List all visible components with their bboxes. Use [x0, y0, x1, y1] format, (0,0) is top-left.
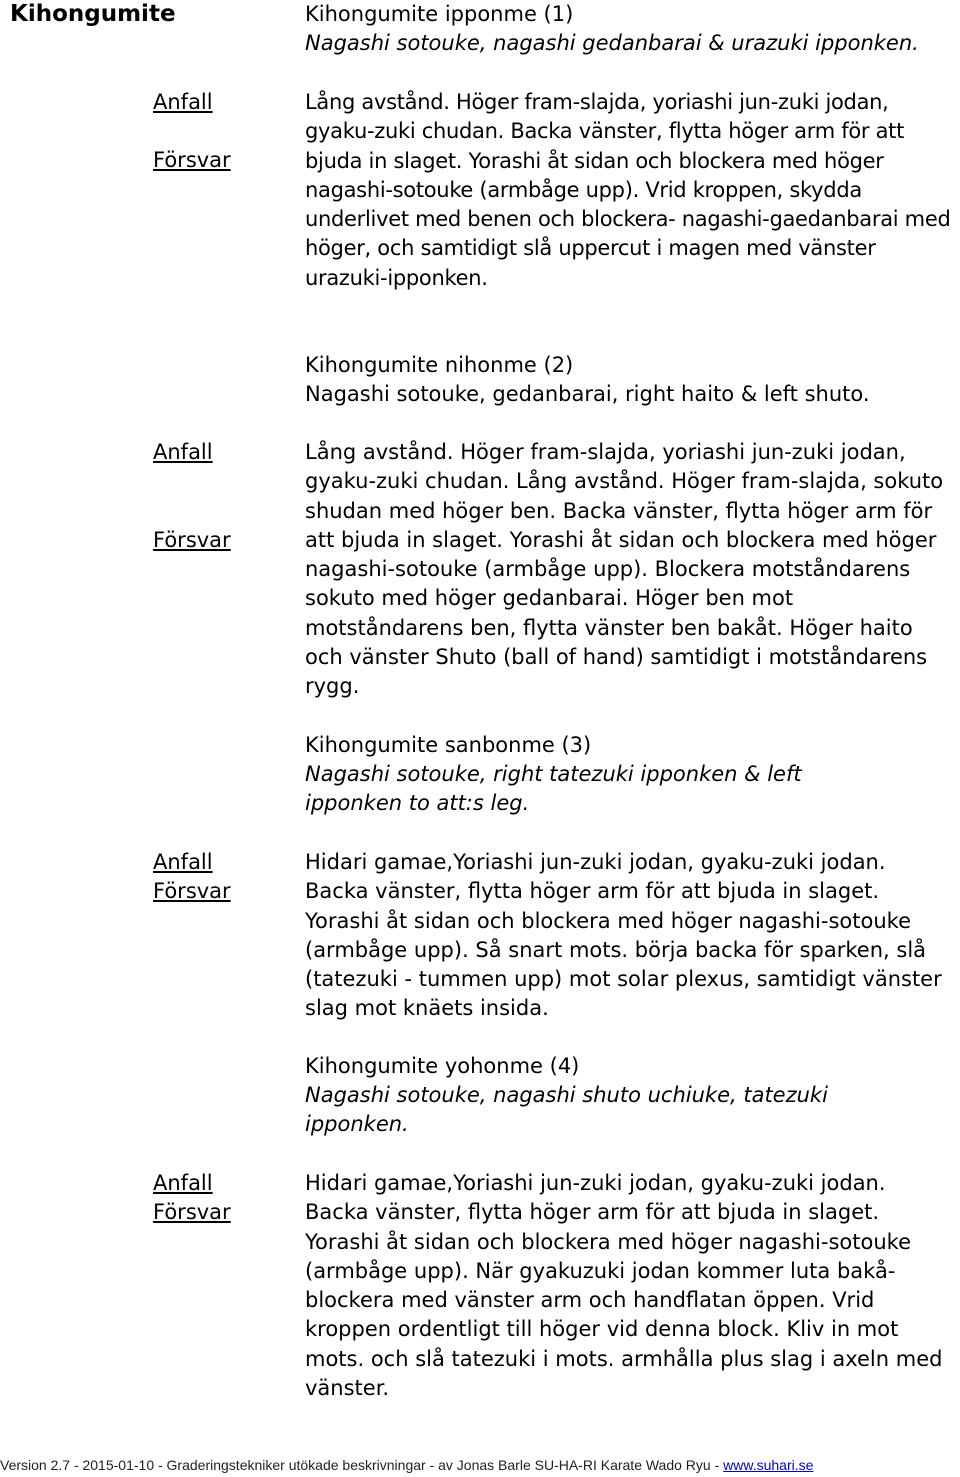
section-subtitle: Nagashi sotouke, nagashi gedanbarai & urazuki ipponken. — [305, 31, 919, 55]
website-link[interactable]: www.suhari.se — [723, 1457, 814, 1473]
attack-label: Anfall — [153, 90, 213, 114]
section-subtitle: Nagashi sotouke, gedanbarai, right haito & left shuto. — [305, 382, 870, 406]
defense-label: Försvar — [153, 879, 231, 903]
defense-label: Försvar — [153, 148, 231, 172]
section-description: Hidari gamae,Yoriashi jun-zuki jodan, gyaku-zuki jodan. Backa vänster, flytta höger arm för att bjuda in slaget. Yorashi åt sidan och blockera med höger nagashi-sotouke (armbåge upp). När gyakuzuki jodan kommer luta bakå-blockera med vänster arm och handflatan öppen. Vrid kroppen ordentligt till höger vid denna block. Kliv in mot mots. och slå tatezuki i mots. armhålla plus slag i axeln med vänster. — [305, 1171, 943, 1401]
attack-label: Anfall — [153, 850, 213, 874]
defense-label: Försvar — [153, 528, 231, 552]
section-title: Kihongumite yohonme (4) — [305, 1054, 580, 1078]
attack-label: Anfall — [153, 1171, 213, 1195]
page-footer — [0, 1456, 960, 1474]
footer-text: Version 2.7 - 2015-01-10 - Graderingstekniker utökade beskrivningar - av Jonas Barle SU-HA-RI Karate Wado Ryu - — [0, 1457, 724, 1473]
section-subtitle: Nagashi sotouke, right tatezuki ipponken & left ipponken to att:s leg. — [305, 762, 802, 815]
attack-label: Anfall — [153, 440, 213, 464]
section-description: Lång avstånd. Höger fram-slajda, yoriashi jun-zuki jodan, gyaku-zuki chudan. Lång avstånd. Höger fram-slajda, sokuto shudan med höger ben. Backa vänster, flytta höger arm för att bjuda in slaget. Yorashi åt sidan och blockera med höger nagashi-sotouke (armbåge upp). Blockera motståndarens sokuto med höger gedanbarai. Höger ben mot motståndarens ben, flytta vänster ben bakåt. Höger haito och vänster Shuto (ball of hand) samtidigt i motståndarens rygg. — [305, 440, 944, 699]
page-title: Kihongumite — [10, 1, 176, 27]
defense-label: Försvar — [153, 1200, 231, 1224]
section-title: Kihongumite nihonme (2) — [305, 353, 574, 377]
section-title: Kihongumite ipponme (1) — [305, 2, 574, 26]
section-description: Hidari gamae,Yoriashi jun-zuki jodan, gyaku-zuki jodan. Backa vänster, flytta höger arm för att bjuda in slaget. Yorashi åt sidan och blockera med höger nagashi-sotouke (armbåge upp). Så snart mots. börja backa för sparken, slå (tatezuki - tummen upp) mot solar plexus, samtidigt vänster slag mot knäets insida. — [305, 850, 942, 1021]
section-subtitle: Nagashi sotouke, nagashi shuto uchiuke, tatezuki ipponken. — [305, 1083, 828, 1136]
section-description: Lång avstånd. Höger fram-slajda, yoriashi jun-zuki jodan, gyaku-zuki chudan. Backa vänster, flytta höger arm för att bjuda in slaget. Yorashi åt sidan och blockera med höger nagashi-sotouke (armbåge upp). Vrid kroppen, skydda underlivet med benen och blockera- nagashi-gaedanbarai med höger, och samtidigt slå uppercut i magen med vänster urazuki-ipponken. — [305, 90, 951, 290]
section-title: Kihongumite sanbonme (3) — [305, 733, 592, 757]
